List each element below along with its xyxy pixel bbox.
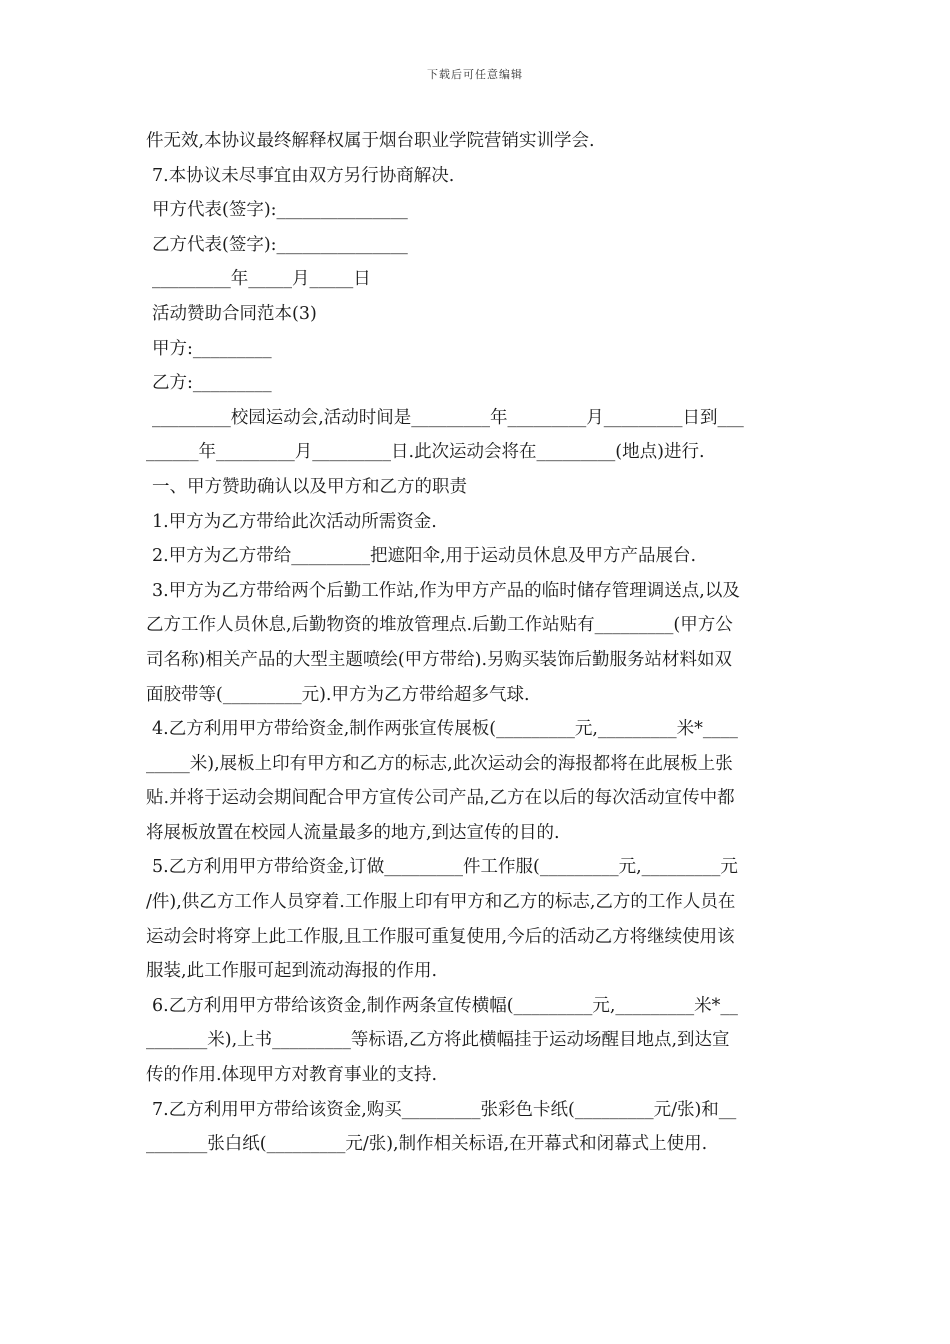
section-heading: 一、甲方赞助确认以及甲方和乙方的职责 — [152, 476, 467, 497]
text-line: 5.乙方利用甲方带给资金,订做_________件工作服(_________元,_________元 — [152, 857, 738, 878]
text-line: 6.乙方利用甲方带给该资金,制作两条宣传横幅(_________元,_________米*__ — [152, 995, 738, 1016]
section-title: 活动赞助合同范本(3) — [152, 303, 317, 324]
text-line: 服装,此工作服可起到流动海报的作用. — [146, 961, 438, 982]
text-line: 运动会时将穿上此工作服,且工作服可重复使用,今后的活动乙方将继续使用该 — [146, 926, 735, 947]
date-line: _________年_____月_____日 — [152, 269, 371, 290]
text-line: 3.甲方为乙方带给两个后勤工作站,作为甲方产品的临时储存管理调送点,以及 — [152, 580, 740, 601]
text-line: 4.乙方利用甲方带给资金,制作两张宣传展板(_________元,_________米*____ — [152, 719, 738, 740]
page-header: 下载后可任意编辑 — [427, 68, 523, 81]
text-line: 7.本协议未尽事宜由双方另行协商解决. — [152, 165, 455, 186]
text-line: _____米),展板上印有甲方和乙方的标志,此次运动会的海报都将在此展板上张 — [146, 753, 733, 774]
party-b-line: 乙方:_________ — [152, 373, 272, 394]
text-line: 司名称)相关产品的大型主题喷绘(甲方带给).另购买装饰后勤服务站材料如双 — [146, 649, 733, 670]
text-line: 2.甲方为乙方带给_________把遮阳伞,用于运动员休息及甲方产品展台. — [152, 546, 697, 567]
party-a-line: 甲方:_________ — [152, 338, 272, 359]
document-body — [146, 124, 810, 1162]
signature-line-party-a: 甲方代表(签字):_______________ — [152, 200, 408, 221]
signature-line-party-b: 乙方代表(签字):_______________ — [152, 234, 408, 255]
text-line: _______米),上书_________等标语,乙方将此横幅挂于运动场醒目地点,到达宣 — [146, 1030, 730, 1051]
text-line: 1.甲方为乙方带给此次活动所需资金. — [152, 511, 437, 532]
text-line: 乙方工作人员休息,后勤物资的堆放管理点.后勤工作站贴有_________(甲方公 — [146, 615, 733, 636]
text-line: 传的作用.体现甲方对教育事业的支持. — [146, 1065, 438, 1086]
text-line: 面胶带等(_________元).甲方为乙方带给超多气球. — [146, 684, 530, 705]
text-line: 件无效,本协议最终解释权属于烟台职业学院营销实训学会. — [146, 131, 595, 151]
text-line: 7.乙方利用甲方带给该资金,购买_________张彩色卡纸(_________元/张)和__ — [152, 1099, 737, 1120]
text-line: _________校园运动会,活动时间是_________年_________月_________日到___ — [152, 407, 744, 428]
text-line: /件),供乙方工作人员穿着.工作服上印有甲方和乙方的标志,乙方的工作人员在 — [146, 892, 736, 913]
text-line: ______年_________月_________日.此次运动会将在_________(地点)进行. — [146, 442, 705, 463]
text-line: 贴.并将于运动会期间配合甲方宣传公司产品,乙方在以后的每次活动宣传中都 — [146, 788, 735, 809]
text-line: _______张白纸(_________元/张),制作相关标语,在开幕式和闭幕式上使用. — [146, 1134, 708, 1155]
text-line: 将展板放置在校园人流量最多的地方,到达宣传的目的. — [146, 822, 560, 843]
